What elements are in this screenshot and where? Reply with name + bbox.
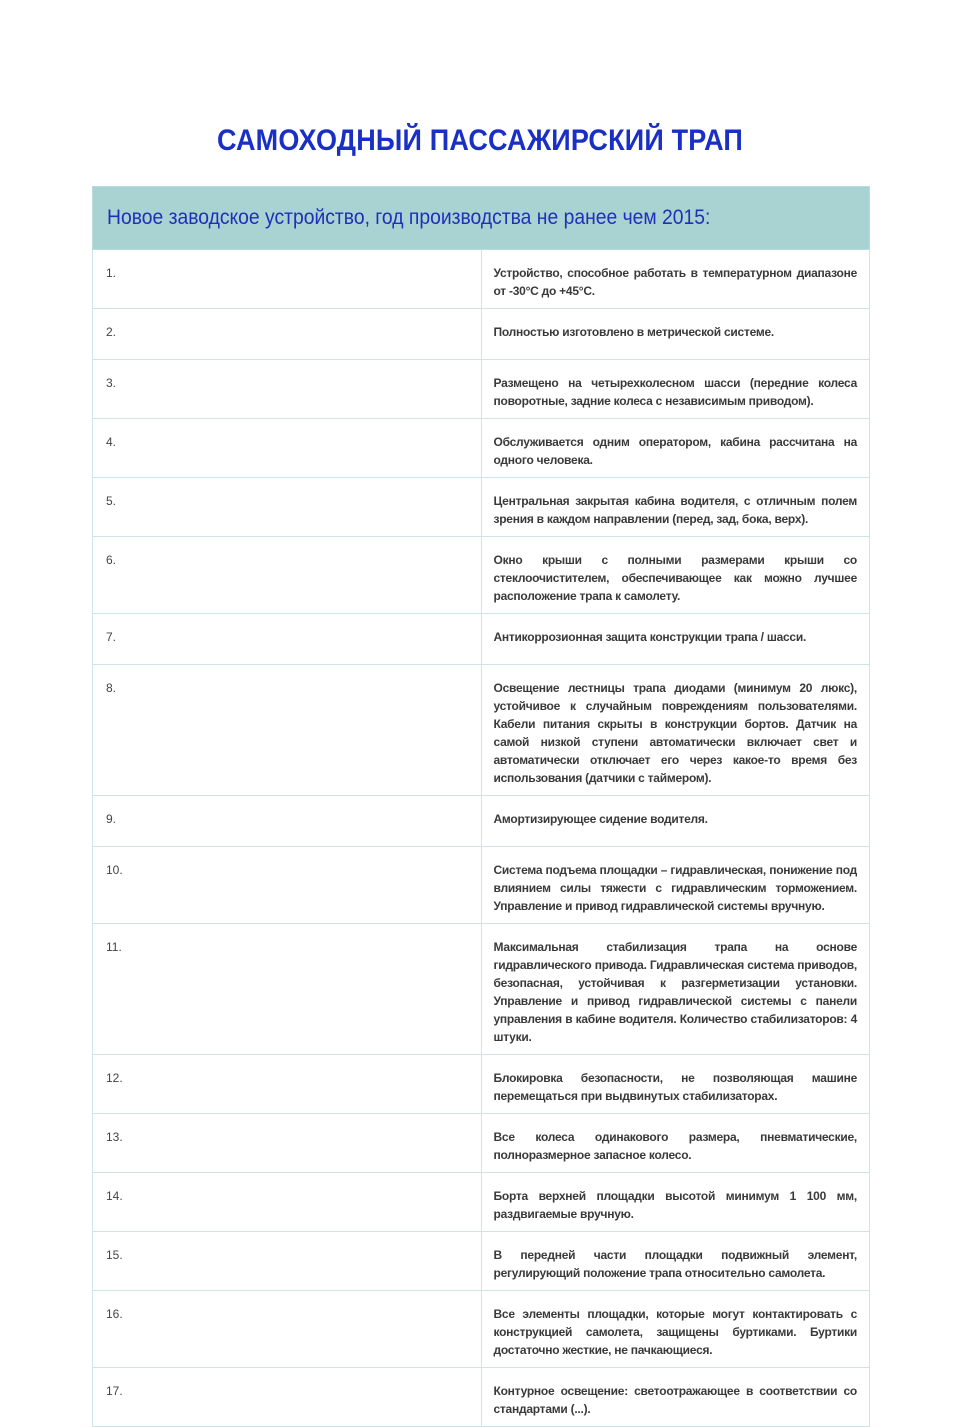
table-row — [93, 847, 870, 924]
table-row — [93, 614, 870, 665]
table-header-row — [93, 187, 870, 250]
table-row — [93, 1114, 870, 1173]
item-text: Центральная закрытая кабина водителя, с отличным полем зрения в каждом направлении (перед, зад, бока, верх). — [481, 478, 870, 537]
table-header-text: Новое заводское устройство, год производства не ранее чем 2015: — [107, 206, 711, 229]
item-text: Максимальная стабилизация трапа на основе гидравлического привода. Гидравлическая система приводов, безопасная, устойчивая к разгерметизации установки. Управление и привод гидравлической системы с панели управления в кабине водителя. Количество стабилизаторов: 4 штуки. — [481, 924, 870, 1055]
spec-table — [92, 186, 870, 1427]
item-text: Амортизирующее сидение водителя. — [481, 796, 870, 847]
item-text: Полностью изготовлено в метрической системе. — [481, 309, 870, 360]
item-number: 1. — [93, 250, 482, 309]
item-number: 12. — [93, 1055, 482, 1114]
item-number: 14. — [93, 1173, 482, 1232]
item-text: В передней части площадки подвижный элемент, регулирующий положение трапа относительно самолета. — [481, 1232, 870, 1291]
item-number: 10. — [93, 847, 482, 924]
table-row — [93, 1055, 870, 1114]
table-header — [93, 187, 870, 250]
table-row — [93, 1173, 870, 1232]
item-number: 4. — [93, 419, 482, 478]
item-text: Окно крыши с полными размерами крыши со стеклоочистителем, обеспечивающее как можно лучшее расположение трапа к самолету. — [481, 537, 870, 614]
item-text: Обслуживается одним оператором, кабина рассчитана на одного человека. — [481, 419, 870, 478]
item-number: 11. — [93, 924, 482, 1055]
item-text: Контурное освещение: светоотражающее в соответствии со стандартами (...). — [481, 1368, 870, 1427]
item-number: 17. — [93, 1368, 482, 1427]
table-row — [93, 309, 870, 360]
table-row — [93, 796, 870, 847]
table-row — [93, 537, 870, 614]
item-number: 9. — [93, 796, 482, 847]
item-number: 3. — [93, 360, 482, 419]
table-row — [93, 360, 870, 419]
item-number: 15. — [93, 1232, 482, 1291]
item-number: 2. — [93, 309, 482, 360]
item-text: Борта верхней площадки высотой минимум 1 100 мм, раздвигаемые вручную. — [481, 1173, 870, 1232]
table-row — [93, 1368, 870, 1427]
page-title: САМОХОДНЫЙ ПАССАЖИРСКИЙ ТРАП — [216, 124, 744, 157]
item-number: 5. — [93, 478, 482, 537]
item-number: 7. — [93, 614, 482, 665]
item-number: 6. — [93, 537, 482, 614]
table-row — [93, 478, 870, 537]
table-row — [93, 419, 870, 478]
item-text: Система подъема площадки – гидравлическая, понижение под влиянием силы тяжести с гидравлическим торможением. Управление и привод гидравлической системы вручную. — [481, 847, 870, 924]
item-number: 13. — [93, 1114, 482, 1173]
table-row — [93, 665, 870, 796]
item-text: Все элементы площадки, которые могут контактировать с конструкцией самолета, защищены буртиками. Буртики достаточно жесткие, не пачкающиеся. — [481, 1291, 870, 1368]
item-text: Размещено на четырехколесном шасси (передние колеса поворотные, задние колеса с независимым приводом). — [481, 360, 870, 419]
item-text: Блокировка безопасности, не позволяющая машине перемещаться при выдвинутых стабилизаторах. — [481, 1055, 870, 1114]
item-number: 8. — [93, 665, 482, 796]
table-row — [93, 250, 870, 309]
item-text: Освещение лестницы трапа диодами (минимум 20 люкс), устойчивое к случайным повреждениям пользователями. Кабели питания скрыты в конструкции бортов. Датчик на самой низкой ступени автоматически включает свет и автоматически отключает его через какое-то время без использования (датчики с таймером). — [481, 665, 870, 796]
table-row — [93, 1232, 870, 1291]
item-text: Антикоррозионная защита конструкции трапа / шасси. — [481, 614, 870, 665]
item-text: Устройство, способное работать в температурном диапазоне от -30°С до +45°С. — [481, 250, 870, 309]
item-number: 16. — [93, 1291, 482, 1368]
table-row — [93, 1291, 870, 1368]
table-row — [93, 924, 870, 1055]
item-text: Все колеса одинакового размера, пневматические, полноразмерное запасное колесо. — [481, 1114, 870, 1173]
